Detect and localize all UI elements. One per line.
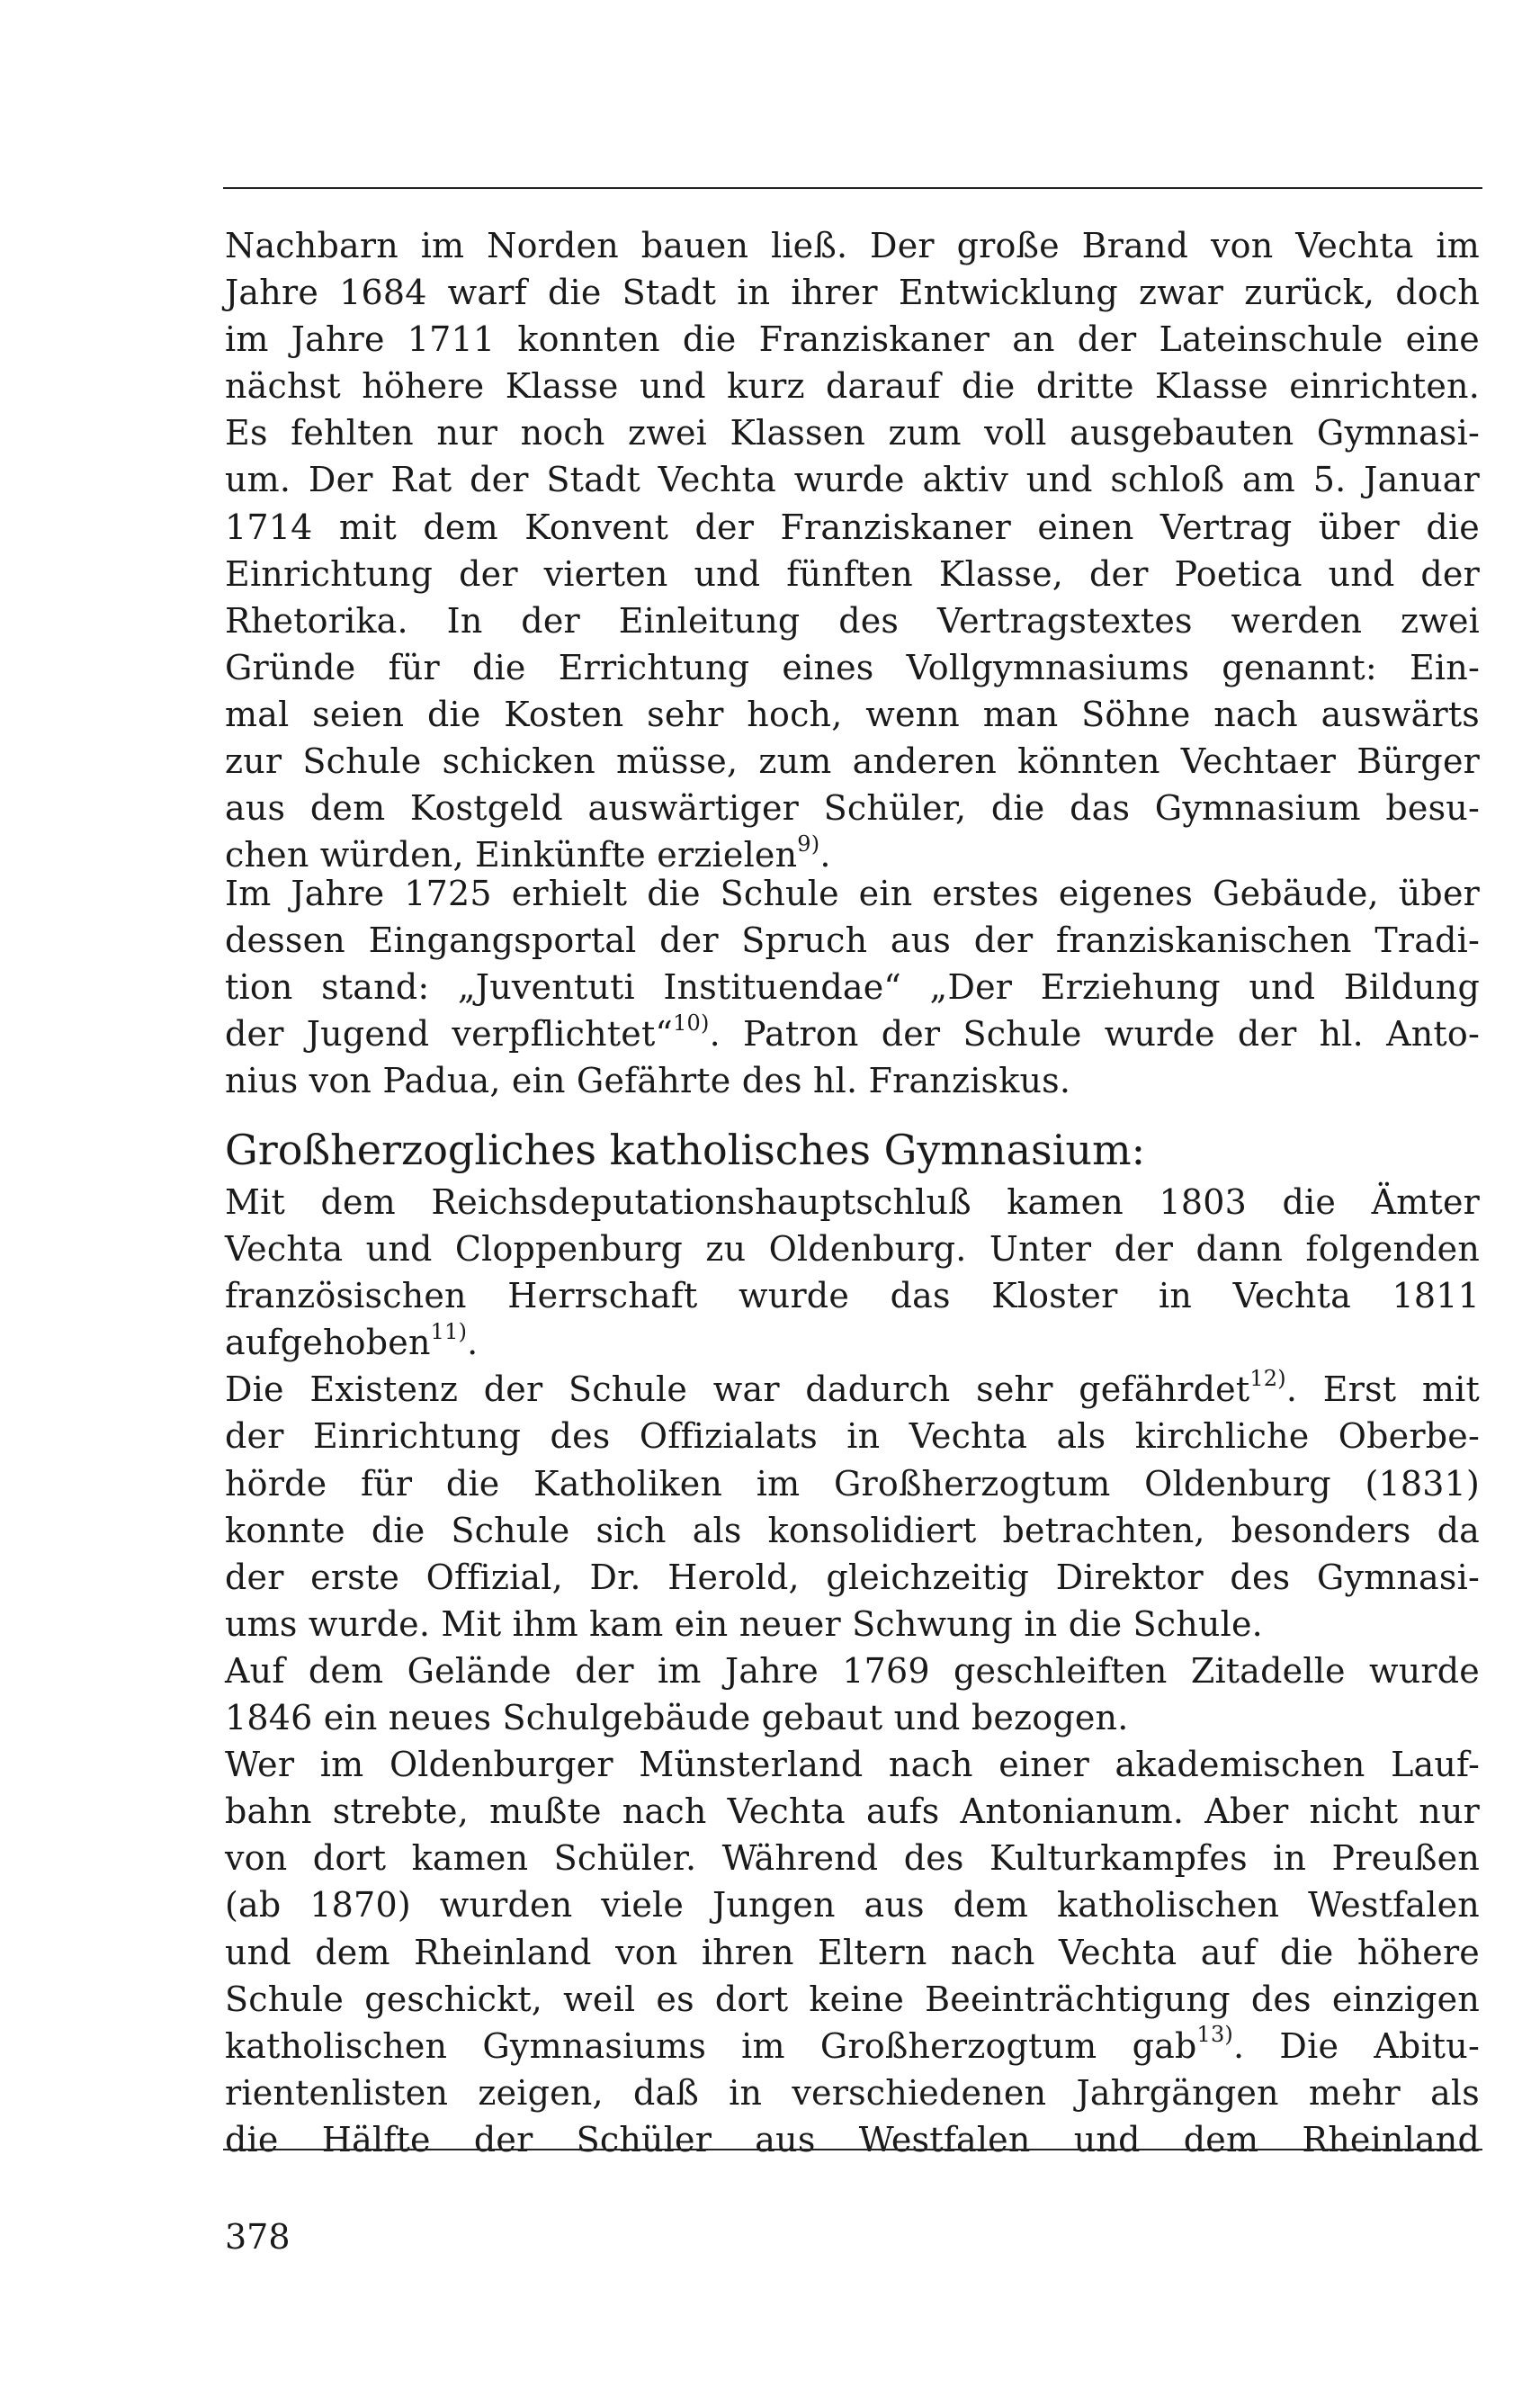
- text-line: Es fehlten nur noch zwei Klassen zum voll ausgebauten Gymnasi-: [225, 413, 1480, 453]
- paragraph-grand-ducal-gymnasium: [225, 1179, 1480, 2163]
- footnote-ref-12[interactable]: 12): [1249, 1365, 1286, 1391]
- text-line: um. Der Rat der Stadt Vechta wurde aktiv und schloß am 5. Januar: [225, 460, 1480, 500]
- header-rule: [223, 187, 1482, 189]
- text-line: bahn strebte, mußte nach Vechta aufs Antonianum. Aber nicht nur: [225, 1791, 1480, 1832]
- text-segment: chen würden, Einkünfte erzielen: [225, 835, 798, 875]
- text-line: Gründe für die Errichtung eines Vollgymnasiums genannt: Ein-: [225, 647, 1480, 687]
- section-heading: Großherzogliches katholisches Gymnasium:: [225, 1126, 1146, 1174]
- text-line: im Jahre 1711 konnten die Franziskaner an der Lateinschule eine: [225, 319, 1480, 360]
- text-line: [225, 1319, 1480, 1366]
- text-line: Wer im Oldenburger Münsterland nach einer akademischen Lauf-: [225, 1745, 1480, 1785]
- footnote-ref-10[interactable]: 10): [673, 1010, 710, 1036]
- text-line: Einrichtung der vierten und fünften Klasse, der Poetica und der: [225, 553, 1480, 594]
- text-line: und dem Rheinland von ihren Eltern nach Vechta auf die höhere: [225, 1932, 1480, 1972]
- text-line: 1714 mit dem Konvent der Franziskaner einen Vertrag über die: [225, 507, 1480, 547]
- text-line: 1846 ein neues Schulgebäude gebaut und bezogen.: [225, 1698, 1129, 1738]
- text-line: Nachbarn im Norden bauen ließ. Der große Brand von Vechta im: [225, 226, 1480, 265]
- text-line: Schule geschickt, weil es dort keine Beeinträchtigung des einzigen: [225, 1979, 1480, 2019]
- text-line: Im Jahre 1725 erhielt die Schule ein erstes eigenes Gebäude, über: [225, 874, 1480, 913]
- paragraph-franciscan-school: [225, 222, 1480, 878]
- text-line: (ab 1870) wurden viele Jungen aus dem katholischen Westfalen: [225, 1885, 1480, 1926]
- text-segment: .: [819, 835, 831, 875]
- text-segment: .: [467, 1323, 479, 1363]
- text-line: die Hälfte der Schüler aus Westfalen und dem Rheinland: [225, 2119, 1480, 2159]
- text-line: Mit dem Reichsdeputationshauptschluß kamen 1803 die Ämter: [225, 1182, 1480, 1222]
- text-line: [225, 2023, 1480, 2069]
- text-line: tion stand: „Juventuti Instituendae“ „Der Erziehung und Bildung: [225, 967, 1480, 1008]
- text-line: nius von Padua, ein Gefährte des hl. Franziskus.: [225, 1061, 1071, 1101]
- footnote-ref-13[interactable]: 13): [1196, 2022, 1233, 2048]
- text-segment: . Erst mit: [1285, 1369, 1480, 1410]
- text-line: Rhetorika. In der Einleitung des Vertragstextes werden zwei: [225, 600, 1480, 641]
- text-segment: . Patron der Schule wurde der hl. Anto-: [709, 1014, 1481, 1055]
- text-segment: der Jugend verpflichtet“: [225, 1014, 674, 1055]
- text-line: hörde für die Katholiken im Großherzogtum Oldenburg (1831): [225, 1463, 1480, 1504]
- footnote-ref-9[interactable]: 9): [797, 830, 820, 857]
- text-line: von dort kamen Schüler. Während des Kulturkampfes in Preußen: [225, 1838, 1480, 1879]
- text-segment: aufgehoben: [225, 1323, 431, 1363]
- text-line: ums wurde. Mit ihm kam ein neuer Schwung in die Schule.: [225, 1603, 1263, 1644]
- text-line: mal seien die Kosten sehr hoch, wenn man Söhne nach auswärts: [225, 694, 1480, 734]
- page-number: 378: [225, 2217, 291, 2257]
- text-line: aus dem Kostgeld auswärtiger Schüler, die das Gymnasium besu-: [225, 788, 1480, 829]
- text-line: nächst höhere Klasse und kurz darauf die dritte Klasse einrichten.: [225, 366, 1480, 407]
- text-segment: Die Existenz der Schule war dadurch sehr gefährdet: [225, 1369, 1250, 1410]
- text-segment: katholischen Gymnasiums im Großherzogtum gab: [225, 2025, 1197, 2066]
- text-segment: . Die Abitu-: [1233, 2025, 1480, 2066]
- text-line: französischen Herrschaft wurde das Kloster in Vechta 1811: [225, 1276, 1480, 1316]
- text-line: Auf dem Gelände der im Jahre 1769 geschleiften Zitadelle wurde: [225, 1650, 1480, 1691]
- text-line: Vechta und Cloppenburg zu Oldenburg. Unter der dann folgenden: [225, 1229, 1480, 1270]
- text-line: zur Schule schicken müsse, zum anderen könnten Vechtaer Bürger: [225, 741, 1480, 782]
- text-line: Jahre 1684 warf die Stadt in ihrer Entwicklung zwar zurück, doch: [225, 273, 1480, 313]
- footer-rule: [223, 2149, 1482, 2150]
- footnote-ref-11[interactable]: 11): [430, 1318, 468, 1344]
- paragraph-school-building: [225, 870, 1480, 1104]
- text-line: dessen Eingangsportal der Spruch aus der franziskanischen Tradi-: [225, 920, 1480, 961]
- text-line: [225, 1010, 1480, 1057]
- text-line: [225, 1366, 1480, 1413]
- text-line: rientenlisten zeigen, daß in verschiedenen Jahrgängen mehr als: [225, 2072, 1480, 2113]
- text-line: der erste Offizial, Dr. Herold, gleichzeitig Direktor des Gymnasi-: [225, 1557, 1480, 1597]
- text-line: konnte die Schule sich als konsolidiert betrachten, besonders da: [225, 1510, 1480, 1550]
- text-line: der Einrichtung des Offizialats in Vechta als kirchliche Oberbe-: [225, 1416, 1480, 1457]
